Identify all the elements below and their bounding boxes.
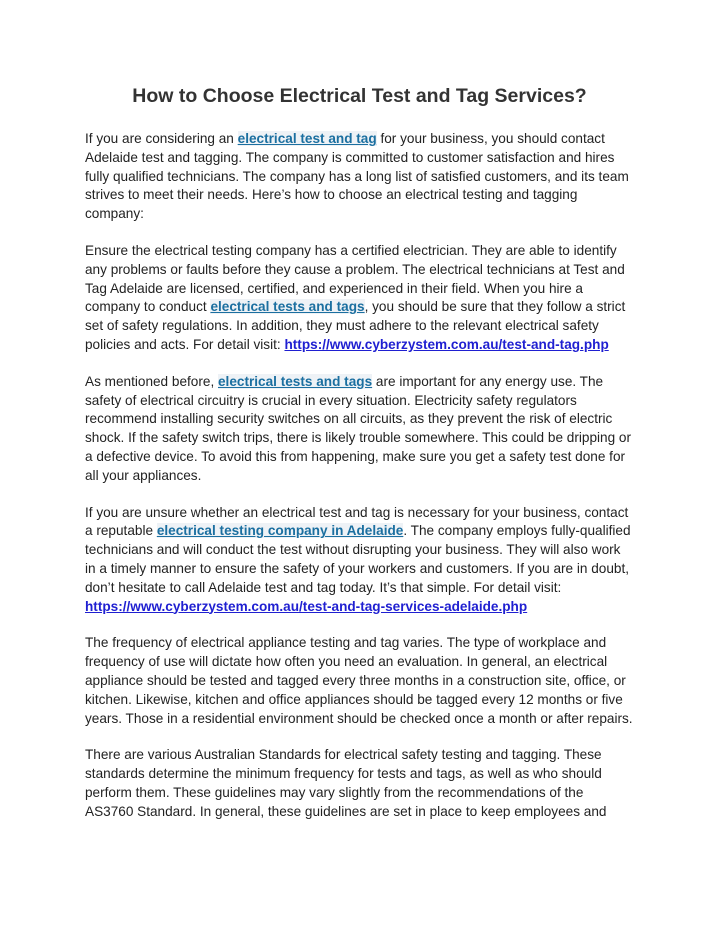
paragraph-text: If you are unsure whether an electrical test and tag is necessary for your business, contact a reputable [85,504,629,539]
paragraph-frequency [85,634,634,728]
url-test-and-tag[interactable]: https://www.cyberzystem.com.au/test-and-tag.php [284,336,609,352]
paragraph-text: , you should be sure that they follow a strict set of safety regulations. In addition, they must adhere to the relevant electrical safety policies and acts. For detail visit: [85,299,626,352]
paragraph-certified-electrician [85,242,634,355]
paragraph-text: . The company employs fully-qualified technicians and will conduct the test without disrupting your business. They will also work in a timely manner to ensure the safety of your workers and customers. If you are in doubt, don’t hesitate to call Adelaide test and tag today. It’s that simple. For detail visit: [85,523,631,595]
link-electrical-tests-and-tags[interactable]: electrical tests and tags [218,373,373,389]
paragraph-text: Ensure the electrical testing company has a certified electrician. They are able to identify any problems or faults before they cause a problem. The electrical technicians at Test and Tag Adelaide are licensed, certified, and experienced in their field. When you hire a company to conduct [85,242,625,315]
paragraph-text: are important for any energy use. The safety of electrical circuitry is crucial in every situation. Electricity safety regulators recommend installing security switches on all circuits, as they prevent the risk of electric shock. If the safety switch trips, there is likely trouble somewhere. This could be dripping or a defective device. To avoid this from happening, make sure you get a safety test done for all your appliances. [85,373,632,483]
link-electrical-tests-and-tags[interactable]: electrical tests and tags [210,299,365,315]
paragraph-text: The frequency of electrical appliance testing and tag varies. The type of workplace and frequency of use will dictate how often you need an evaluation. In general, an electrical appliance should be tested and tagged every three months in a construction site, office, or kitchen. Likewise, kitchen and office appliances should be tagged every 12 months or five years. Those in a residential environment should be checked once a month or after repairs. [85,635,633,726]
paragraph-text: If you are considering an [85,131,238,146]
paragraph-text: As mentioned before, [85,373,218,389]
paragraph-australian-standards [85,746,634,821]
paragraph-intro [85,130,634,224]
paragraph-text: for your business, you should contact Adelaide test and tagging. The company is committed to customer satisfaction and hires fully qualified technicians. The company has a long list of satisfied customers, and its team strives to meet their needs. Here’s how to choose an electrical testing and tagging company: [85,131,629,222]
paragraph-safety-switches [85,373,634,486]
paragraph-reputable-company [85,504,634,617]
link-electrical-testing-company-adelaide[interactable]: electrical testing company in Adelaide [156,523,404,539]
link-electrical-test-and-tag[interactable]: electrical test and tag [237,131,377,146]
paragraph-text: There are various Australian Standards for electrical safety testing and tagging. These standards determine the minimum frequency for tests and tags, as well as who should perform them. These guidelines may vary slightly from the recommendations of the AS3760 Standard. In general, these guidelines are set in place to keep employees and [85,747,607,819]
url-test-and-tag-services-adelaide[interactable]: https://www.cyberzystem.com.au/test-and-tag-services-adelaide.php [85,598,528,614]
page-title: How to Choose Electrical Test and Tag Services? [132,85,587,107]
